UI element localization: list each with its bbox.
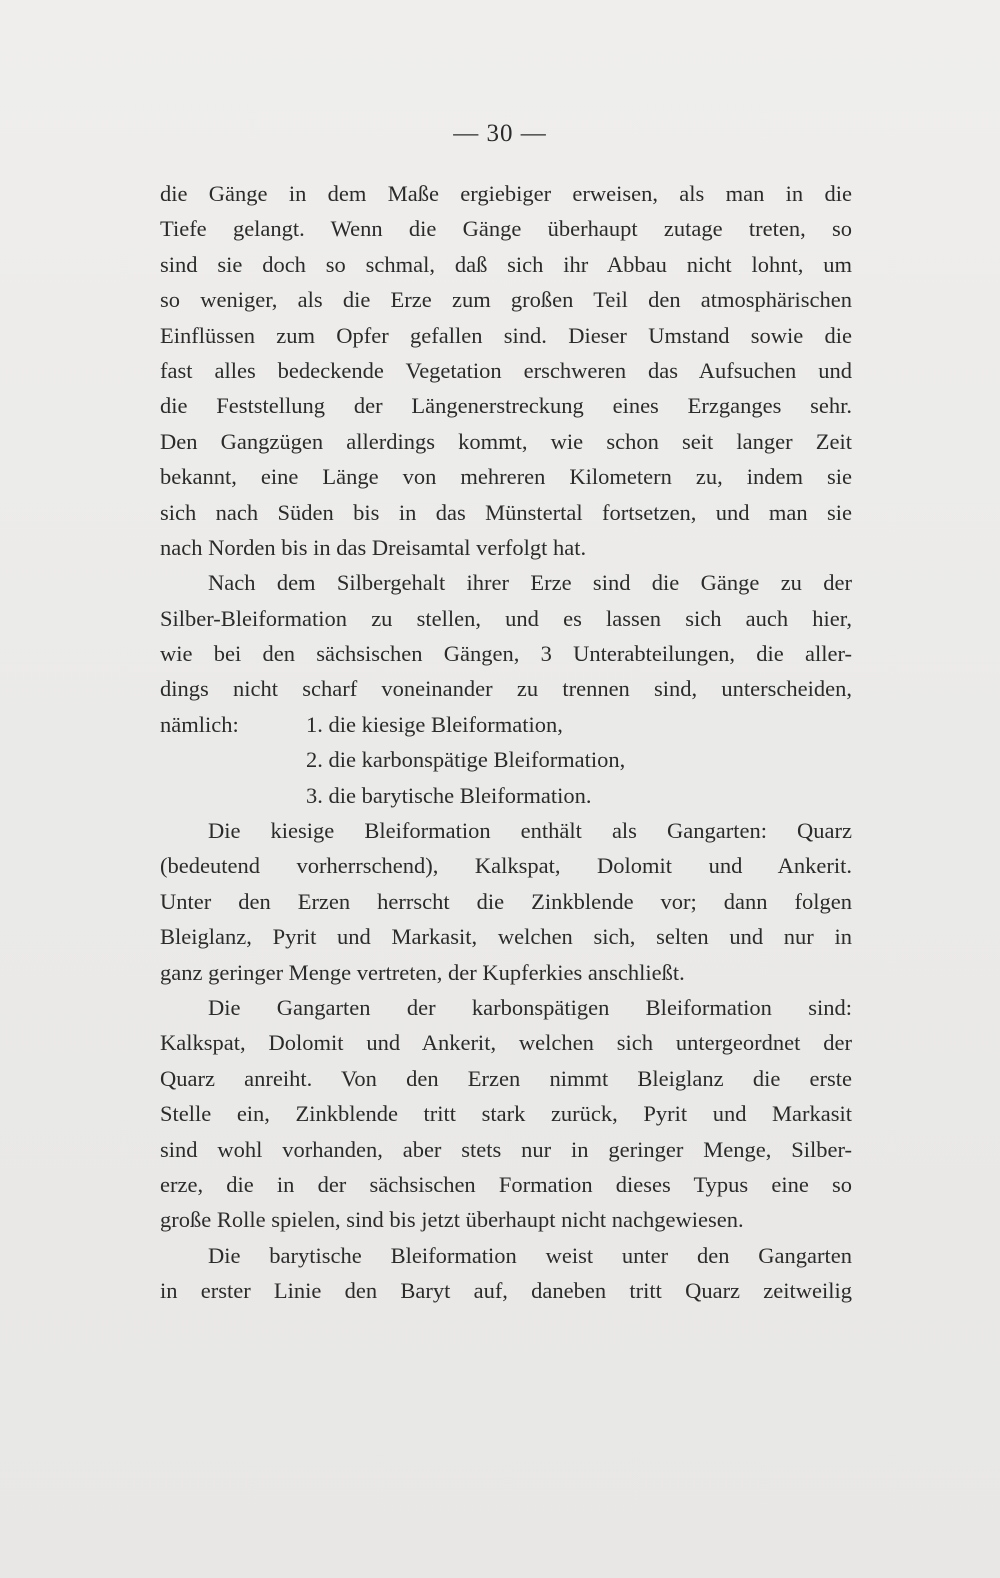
text-line: Bleiglanz, Pyrit und Markasit, welchen sich, selten und nur in	[160, 924, 852, 950]
text-line: sind wohl vorhanden, aber stets nur in geringer Menge, Silber-	[160, 1136, 852, 1162]
text-line: (bedeutend vorherrschend), Kalkspat, Dolomit und Ankerit.	[160, 853, 852, 879]
text-line: so weniger, als die Erze zum großen Teil den atmosphärischen	[160, 287, 852, 313]
text-line: ganz geringer Menge vertreten, der Kupferkies anschließt.	[160, 959, 685, 985]
text-line: dings nicht scharf voneinander zu trennen sind, unterscheiden,	[160, 676, 852, 702]
text-line: Nach dem Silbergehalt ihrer Erze sind die Gänge zu der	[208, 570, 852, 596]
text-line: sich nach Süden bis in das Münstertal fortsetzen, und man sie	[160, 499, 852, 525]
text-line: Die kiesige Bleiformation enthält als Gangarten: Quarz	[208, 818, 852, 844]
text-line: Den Gangzügen allerdings kommt, wie schon seit langer Zeit	[160, 428, 852, 454]
text-line: in erster Linie den Baryt auf, daneben tritt Quarz zeitweilig	[160, 1278, 852, 1304]
list-item: 3. die barytische Bleiformation.	[306, 782, 592, 808]
text-line: Quarz anreiht. Von den Erzen nimmt Bleiglanz die erste	[160, 1065, 852, 1091]
text-line: bekannt, eine Länge von mehreren Kilometern zu, indem sie	[160, 464, 852, 490]
list-item: 1. die kiesige Bleiformation,	[306, 711, 563, 737]
list-line	[160, 707, 852, 742]
text-line: die Gänge in dem Maße ergiebiger erweisen, als man in die	[160, 181, 852, 206]
text-line: erze, die in der sächsischen Formation dieses Typus eine so	[160, 1171, 852, 1197]
list-line	[160, 742, 852, 777]
text-line: nach Norden bis in das Dreisamtal verfolgt hat.	[160, 534, 587, 560]
text-line: fast alles bedeckende Vegetation erschweren das Aufsuchen und	[160, 357, 852, 383]
text-line: Unter den Erzen herrscht die Zinkblende vor; dann folgen	[160, 888, 852, 914]
body-text	[160, 176, 852, 1309]
text-line: wie bei den sächsischen Gängen, 3 Unterabteilungen, die aller-	[160, 641, 852, 667]
text-line: Stelle ein, Zinkblende tritt stark zurück, Pyrit und Markasit	[160, 1101, 852, 1127]
text-line: sind sie doch so schmal, daß sich ihr Abbau nicht lohnt, um	[160, 251, 852, 277]
text-line: Tiefe gelangt. Wenn die Gänge überhaupt zutage treten, so	[160, 216, 852, 242]
text-line: große Rolle spielen, sind bis jetzt überhaupt nicht nachgewiesen.	[160, 1207, 744, 1233]
text-line: Die Gangarten der karbonspätigen Bleiformation sind:	[208, 994, 852, 1020]
page-number: — 30 —	[453, 120, 547, 147]
list-lead: nämlich:	[160, 711, 239, 737]
list-line	[160, 778, 852, 813]
text-line: Einflüssen zum Opfer gefallen sind. Dieser Umstand sowie die	[160, 322, 852, 348]
text-line: Silber-Bleiformation zu stellen, und es lassen sich auch hier,	[160, 605, 852, 631]
text-line: Kalkspat, Dolomit und Ankerit, welchen sich untergeordnet der	[160, 1030, 852, 1056]
list-item: 2. die karbonspätige Bleiformation,	[306, 747, 626, 773]
text-line: Die barytische Bleiformation weist unter den Gangarten	[208, 1242, 852, 1268]
text-line: die Feststellung der Längenerstreckung eines Erzganges sehr.	[160, 393, 852, 419]
